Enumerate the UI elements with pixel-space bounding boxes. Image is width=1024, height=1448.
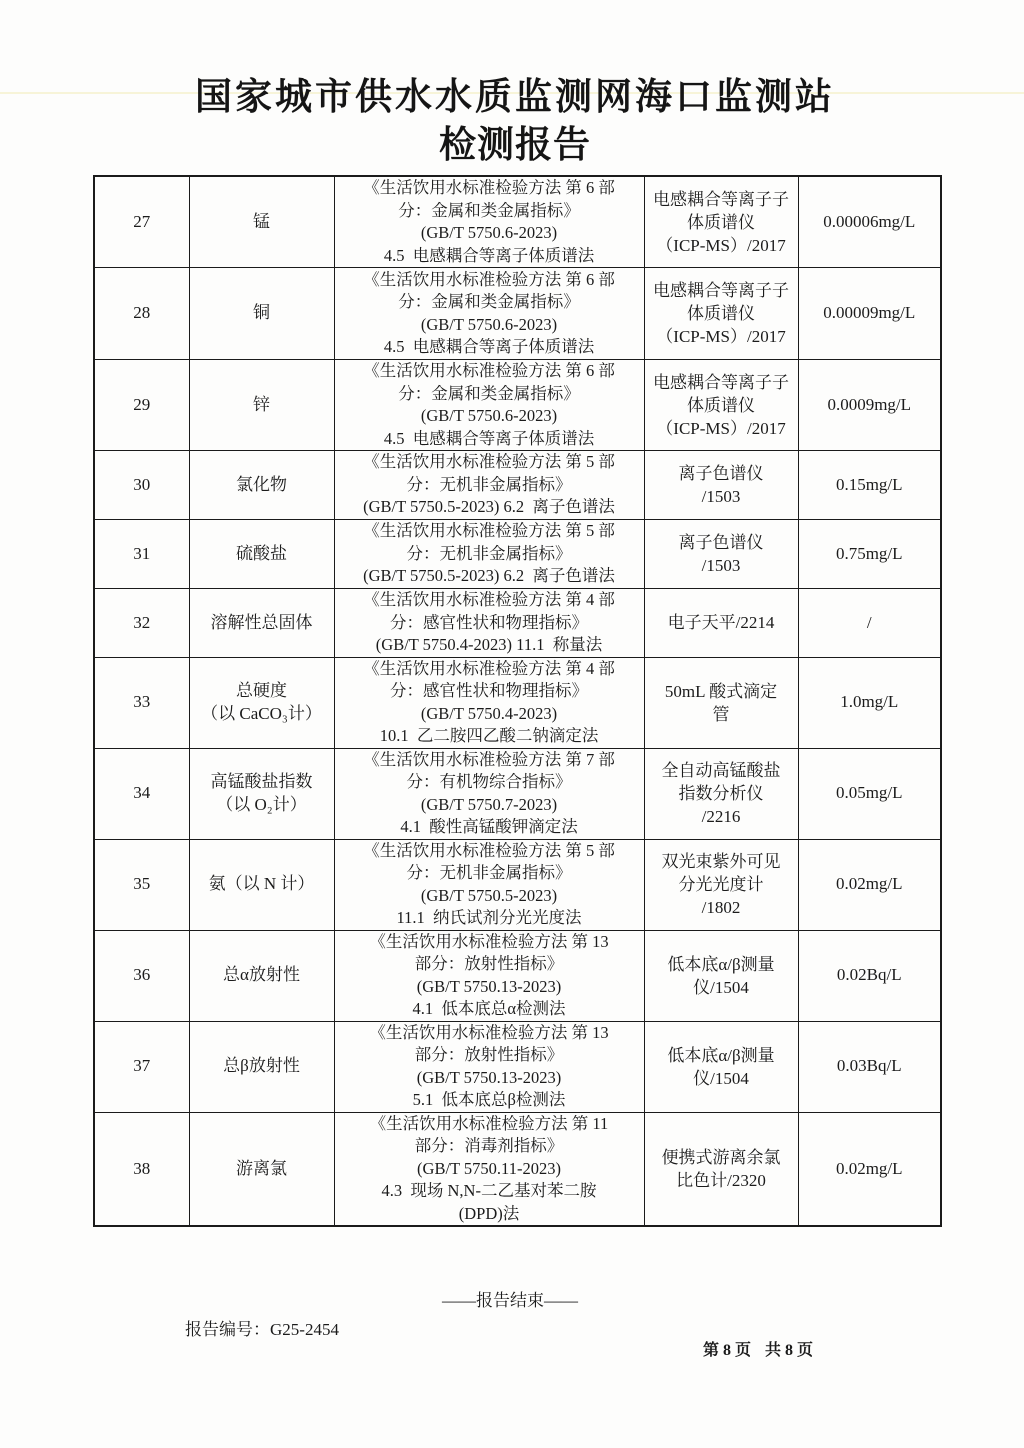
test-method-line: (GB/T 5750.6-2023): [420, 223, 558, 242]
detection-limit: 0.03Bq/L: [798, 1021, 941, 1112]
test-method: [334, 748, 644, 839]
row-number: 34: [94, 748, 189, 839]
test-method: [334, 268, 644, 360]
table-row: [94, 1021, 941, 1112]
test-item-line: 高锰酸盐指数: [210, 772, 313, 791]
instrument-line: 离子色谱仪: [678, 533, 764, 552]
instrument-line: 体质谱仪: [687, 304, 755, 323]
organization-title: 国家城市供水水质监测网海口监测站: [195, 74, 835, 118]
test-method-line: 分：无机非金属指标》: [406, 543, 572, 563]
table-row: [94, 268, 941, 360]
test-method-line: 分：金属和类金属指标》: [398, 383, 580, 403]
instrument: [644, 839, 798, 930]
instrument: [644, 360, 798, 451]
test-method-line: (GB/T 5750.13-2023): [416, 1067, 562, 1087]
row-number: 38: [94, 1112, 189, 1226]
test-method-line: 《生活饮用水标准检验方法 第 5 部: [363, 521, 615, 541]
test-method: [334, 657, 644, 748]
test-method-line: 分：无机非金属指标》: [406, 474, 572, 494]
test-item: [189, 839, 334, 930]
test-item-line: 总α放射性: [223, 965, 300, 985]
test-method-line: 分：金属和类金属指标》: [398, 200, 580, 220]
instrument-line: 低本底α/β测量: [667, 1045, 775, 1065]
test-item: [189, 268, 334, 360]
test-method: [334, 839, 644, 930]
table-row: [94, 451, 941, 520]
test-method-line: 分：无机非金属指标》: [406, 863, 572, 882]
instrument-line: 仪/1504: [693, 977, 749, 997]
instrument: [644, 176, 798, 268]
instrument-line: 便携式游离余氯: [661, 1147, 781, 1167]
test-method-line: (GB/T 5750.4-2023) 11.1 称量法: [375, 635, 603, 654]
test-method-line: 10.1 乙二胺四乙酸二钠滴定法: [379, 726, 599, 745]
report-number: 报告编号：G25-2454: [185, 1320, 339, 1339]
test-item: [189, 657, 334, 748]
detection-limit: 0.02mg/L: [798, 839, 941, 930]
table-row: [94, 176, 941, 268]
test-method-line: 《生活饮用水标准检验方法 第 4 部: [363, 658, 615, 678]
instrument: [644, 520, 798, 589]
instrument-line: 电感耦合等离子子: [653, 189, 789, 209]
test-method-line: (GB/T 5750.5-2023) 6.2 离子色谱法: [363, 497, 615, 517]
test-method-line: (DPD)法: [458, 1203, 520, 1223]
test-method-line: 《生活饮用水标准检验方法 第 4 部: [363, 590, 615, 609]
test-method-line: (GB/T 5750.4-2023): [420, 703, 558, 723]
test-method-line: 《生活饮用水标准检验方法 第 6 部: [363, 269, 615, 289]
table-row: [94, 748, 941, 839]
detection-limit: 0.0009mg/L: [798, 360, 941, 451]
instrument-line: /1503: [701, 556, 741, 575]
test-method: [334, 589, 644, 658]
instrument: [644, 268, 798, 360]
test-item-line: 溶解性总固体: [210, 612, 313, 632]
test-method-line: (GB/T 5750.13-2023): [416, 976, 562, 996]
page-indicator: [695, 1319, 813, 1360]
instrument-line: /1802: [701, 898, 741, 917]
table-row: [94, 839, 941, 930]
page-total: 共 8 页: [765, 1342, 814, 1359]
test-method-line: 《生活饮用水标准检验方法 第 7 部: [363, 749, 615, 769]
test-method-line: 4.3 现场 N,N-二乙基对苯二胺: [381, 1181, 597, 1200]
test-results-table: [93, 175, 942, 1227]
test-item-line: 总β放射性: [223, 1056, 300, 1076]
instrument-line: 仪/1504: [693, 1068, 749, 1088]
instrument-line: 双光束紫外可见: [661, 852, 781, 871]
table-row: [94, 520, 941, 589]
instrument-line: /1503: [701, 487, 741, 506]
test-method-line: (GB/T 5750.5-2023): [420, 885, 558, 905]
instrument-line: （ICP-MS）/2017: [656, 418, 786, 438]
detection-limit: /: [798, 589, 941, 658]
test-method: [334, 176, 644, 268]
test-method-line: 分：感官性状和物理指标》: [390, 612, 588, 632]
test-item-line: 氨（以 N 计）: [208, 874, 315, 894]
row-number: 33: [94, 657, 189, 748]
instrument: [644, 748, 798, 839]
instrument-line: 全自动高锰酸盐: [661, 761, 781, 780]
instrument-line: 体质谱仪: [687, 212, 755, 232]
test-item: [189, 589, 334, 658]
row-number: 36: [94, 930, 189, 1021]
instrument-line: 分光光度计: [678, 875, 764, 894]
instrument-line: 电感耦合等离子子: [653, 372, 789, 392]
test-method-line: 4.1 低本底总α检测法: [412, 999, 566, 1018]
test-method-line: 《生活饮用水标准检验方法 第 6 部: [363, 361, 615, 380]
test-method-line: 4.5 电感耦合等离子体质谱法: [383, 337, 595, 356]
row-number: 29: [94, 360, 189, 451]
instrument: [644, 589, 798, 658]
instrument-line: 电感耦合等离子子: [653, 281, 789, 300]
test-item-line: 游离氯: [236, 1158, 287, 1178]
test-method-line: 《生活饮用水标准检验方法 第 13: [369, 1022, 609, 1042]
test-method: [334, 360, 644, 451]
instrument: [644, 657, 798, 748]
test-method-line: 11.1 纳氏试剂分光光度法: [396, 908, 582, 927]
row-number: 32: [94, 589, 189, 658]
test-item-line: 氯化物: [236, 474, 287, 494]
test-item: [189, 520, 334, 589]
detection-limit: 0.75mg/L: [798, 520, 941, 589]
row-number: 35: [94, 839, 189, 930]
table-row: [94, 657, 941, 748]
test-method-line: 《生活饮用水标准检验方法 第 13: [369, 931, 609, 951]
table-row: [94, 360, 941, 451]
test-method-line: 部分：消毒剂指标》: [414, 1136, 564, 1155]
instrument-line: （ICP-MS）/2017: [656, 235, 786, 255]
test-method-line: 《生活饮用水标准检验方法 第 11: [369, 1113, 609, 1133]
test-method: [334, 1021, 644, 1112]
test-method-line: 《生活饮用水标准检验方法 第 5 部: [363, 452, 615, 472]
instrument-line: 管: [712, 704, 730, 724]
test-method-line: 分：感官性状和物理指标》: [390, 681, 588, 700]
instrument: [644, 1021, 798, 1112]
test-method-line: (GB/T 5750.11-2023): [417, 1158, 561, 1178]
test-item: [189, 1112, 334, 1226]
detection-limit: 0.00006mg/L: [798, 176, 941, 268]
instrument-line: /2216: [701, 807, 741, 826]
test-item: [189, 176, 334, 268]
test-method-line: (GB/T 5750.7-2023): [420, 794, 558, 814]
test-method-line: 分：金属和类金属指标》: [398, 292, 580, 311]
test-method-line: 分：有机物综合指标》: [406, 772, 572, 791]
table-row: [94, 1112, 941, 1226]
test-item: [189, 1021, 334, 1112]
test-item: [189, 360, 334, 451]
instrument: [644, 1112, 798, 1226]
row-number: 27: [94, 176, 189, 268]
detection-limit: 1.0mg/L: [798, 657, 941, 748]
row-number: 30: [94, 451, 189, 520]
test-item-line: 硫酸盐: [236, 543, 287, 563]
test-item-line: 铜: [253, 303, 270, 323]
test-method-line: (GB/T 5750.6-2023): [420, 406, 558, 425]
test-method-line: (GB/T 5750.6-2023): [420, 314, 558, 334]
page-number: 第 8 页: [703, 1342, 752, 1359]
instrument: [644, 451, 798, 520]
test-method-line: (GB/T 5750.5-2023) 6.2 离子色谱法: [363, 566, 615, 586]
detection-limit: 0.02Bq/L: [798, 930, 941, 1021]
test-method: [334, 451, 644, 520]
instrument: [644, 930, 798, 1021]
test-method-line: 《生活饮用水标准检验方法 第 5 部: [363, 840, 615, 860]
test-item-line: 锰: [253, 211, 270, 231]
test-item-line: （以 CaCO₃计）: [201, 703, 322, 723]
detection-limit: 0.15mg/L: [798, 451, 941, 520]
test-item-line: 锌: [253, 394, 270, 414]
test-item-line: 总硬度: [236, 681, 287, 700]
instrument-line: 电子天平/2214: [667, 613, 775, 633]
report-end-mark: ——报告结束——: [442, 1291, 578, 1310]
detection-limit: 0.00009mg/L: [798, 268, 941, 360]
test-method: [334, 930, 644, 1021]
test-item: [189, 930, 334, 1021]
test-method-line: 《生活饮用水标准检验方法 第 6 部: [363, 178, 615, 197]
instrument-line: 体质谱仪: [687, 395, 755, 415]
row-number: 31: [94, 520, 189, 589]
document-title: 检测报告: [439, 122, 591, 166]
test-method-line: 4.5 电感耦合等离子体质谱法: [383, 245, 595, 265]
test-method-line: 5.1 低本底总β检测法: [412, 1090, 566, 1109]
test-item: [189, 748, 334, 839]
test-method: [334, 1112, 644, 1226]
test-method-line: 部分：放射性指标》: [414, 1045, 564, 1064]
table-row: [94, 930, 941, 1021]
detection-limit: 0.05mg/L: [798, 748, 941, 839]
test-item: [189, 451, 334, 520]
detection-limit: 0.02mg/L: [798, 1112, 941, 1226]
instrument-line: 50mL 酸式滴定: [664, 681, 778, 701]
instrument-line: 指数分析仪: [678, 784, 764, 803]
test-method-line: 部分：放射性指标》: [414, 954, 564, 973]
test-item-line: （以 O₂计）: [216, 794, 307, 814]
test-method-line: 4.1 酸性高锰酸钾滴定法: [400, 817, 578, 836]
table-row: [94, 589, 941, 658]
instrument-line: 低本底α/β测量: [667, 954, 775, 974]
table-body: [94, 176, 941, 1226]
instrument-line: 比色计/2320: [676, 1170, 766, 1190]
report-header: [0, 72, 1024, 168]
test-method-line: 4.5 电感耦合等离子体质谱法: [383, 428, 595, 448]
instrument-line: 离子色谱仪: [678, 464, 764, 483]
row-number: 37: [94, 1021, 189, 1112]
test-method: [334, 520, 644, 589]
row-number: 28: [94, 268, 189, 360]
instrument-line: （ICP-MS）/2017: [656, 327, 786, 346]
